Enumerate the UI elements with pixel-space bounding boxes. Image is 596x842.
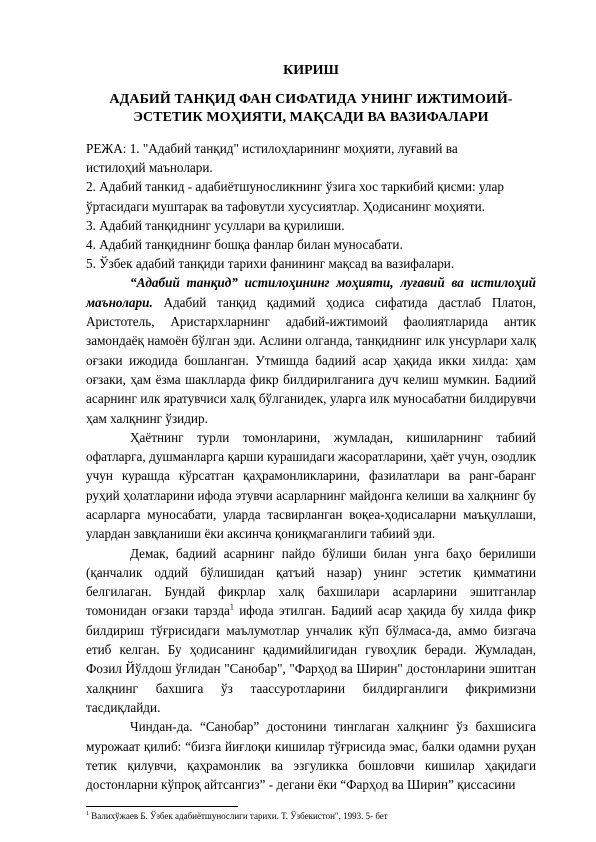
plan-line: ўртасидаги муштарак ва тафовутли хусусиятлар. Ҳодисанинг моҳияти. — [86, 198, 485, 214]
plan-line: 3. Адабий танқиднинг усуллари ва қурилиши. — [86, 217, 345, 233]
body-paragraph — [86, 428, 536, 544]
plan-line: истилоҳий маънолари. — [86, 160, 213, 176]
footnote-text: Валихўжаев Б. Ўзбек адабиётшунослиги тарихи. Т. Ўзбекистон", 1993. 5- бет — [89, 811, 388, 821]
plan-line: 2. Адабий танкид - адабиётшуносликнинг ўзига хос таркибий қисми: улар — [86, 179, 504, 195]
document-page — [86, 62, 536, 794]
paragraph-text: Адабий танқид қадимий ҳодиса сифатида дастлаб Платон, Аристотель, Аристархларнинг адабий-ижтимоий фаолиятларида антик замондаёқ намоён бўлган эди. Аслини олганда, танқиднинг илк унсурлари халқ оғзаки ижодида бошланган. Утмишда бадиий асар ҳақида икки хилда: ҳам оғзаки, ҳам ёзма шаклларда фикр билдирилганига дуч келиш мумкин. Бадиий асарнинг илк яратувчиси халқ бўлганидек, уларга илк муносабатни билдирувчи ҳам халқнинг ўзидир. — [86, 294, 536, 426]
paragraph-text: Ҳаётнинг турли томонларини, жумладан, кишиларнинг табиий офатларга, душманларга қарши курашидаги жасоратларини, ҳаёт учун, озодлик учун курашда кўрсатган қаҳрамонликларини, фазилатлари ва ранг-баранг руҳий ҳолатларини ифода этувчи асарларнинг майдонга келиши ва халқнинг бу асарларга муносабати, уларда тасвирланган воқеа-ҳодисаларни маъқуллаши, улардан завқланиши ёки аксинча қониқмаганлиги табиий эди. — [86, 429, 536, 542]
section-title: АДАБИЙ ТАНҚИД ФАН СИФАТИДА УНИНГ ИЖТИМОИЙ-ЭСТЕТИК МОҲИЯТИ, МАҚСАДИ ВА ВАЗИФАЛАРИ — [109, 92, 513, 125]
plan-list — [86, 139, 536, 273]
body-paragraph — [86, 273, 536, 427]
footnote-divider — [86, 806, 238, 807]
chapter-title: КИРИШ — [283, 63, 339, 78]
plan-line: 4. Адабий танқиднинг бошқа фанлар билан муносабати. — [86, 237, 403, 253]
plan-line: 5. Ўзбек адабий танқиди тарихи фанининг мақсад ва вазифалари. — [86, 256, 455, 272]
footnote-reference[interactable]: 1 — [229, 603, 234, 613]
footnote — [86, 810, 536, 822]
paragraph-text: ифода этилган. Бадиий асар ҳақида бу хилда фикр билдириш тўғрисидаги маълумотлар унчалик кўп бўлмаса-да, аммо бизгача етиб келган. Бу ҳодисанинг қадимийлигидан гувоҳлик беради. Жумладан, Фозил Йўлдош ўғлидан "Санобар", "Фарҳод ва Ширин" достонларини эшитган халқнинг бахшига ўз таассуротларини билдирганлиги фикримизни тасдиқлайди. — [86, 603, 536, 715]
body-paragraph — [86, 717, 536, 794]
footnote-mark: 1 — [86, 811, 89, 817]
paragraph-text: Демак, бадиий асарнинг пайдо бўлиши билан унга баҳо берилиши (қанчалик оддий бўлишидан қатъий назар) унинг эстетик қимматини белгилаган. Бундай фикрлар халқ бахшилари асарларини эшитганлар томонидан оғзаки тарзда — [86, 545, 536, 619]
paragraph-text: Чиндан-да. “Санобар” достонини тинглаган халқнинг ўз бахшисига мурожаат қилиб: “бизга йиғлоқи кишилар тўғрисида эмас, балки одамни руҳан тетик қилувчи, қаҳрамонлик ва эзгуликка бошловчи кишилар ҳақидаги достонларни кўпроқ айтсангиз” - дегани ёки “Фарҳод ва Ширин” қиссасини — [86, 719, 536, 793]
paragraph-lead: “Адабий танқид” истилоҳининг моҳияти, луғавий ва истилоҳий маънолари. — [86, 275, 536, 310]
body-paragraph — [86, 544, 536, 718]
plan-line: РЕЖА: 1. "Адабий танқид" истилоҳларининг моҳияти, луғавий ва — [86, 141, 458, 156]
